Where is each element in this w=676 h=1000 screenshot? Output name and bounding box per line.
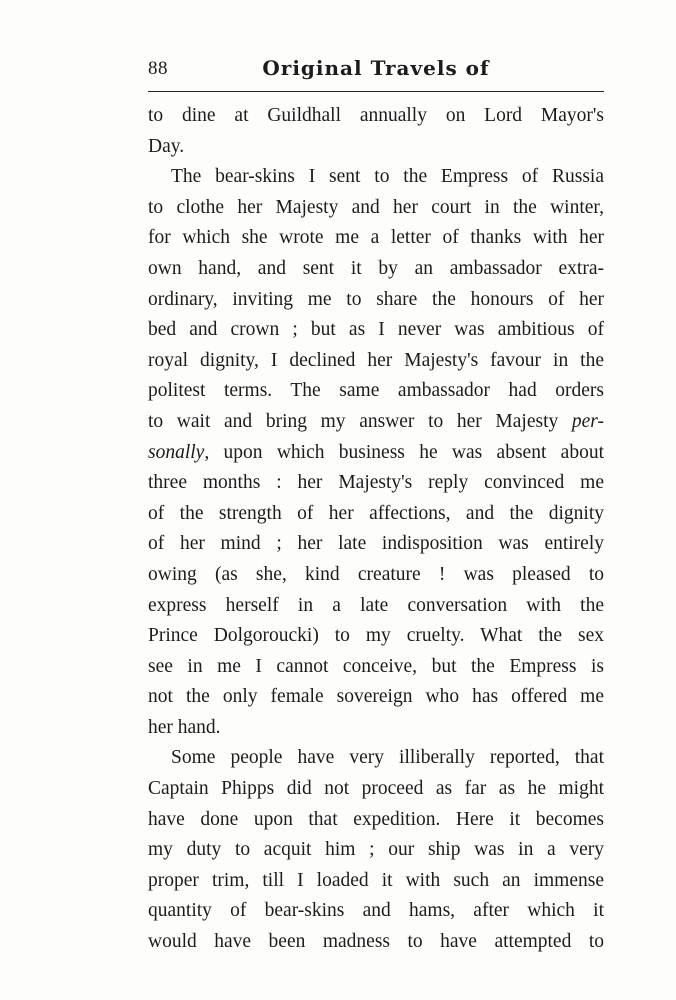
text-line: The bear-skins I sent to the Empress of Russia (171, 166, 604, 188)
paragraph (148, 162, 604, 743)
text-line: proper trim, till I loaded it with such an immense (148, 869, 604, 891)
paragraph (148, 101, 604, 162)
text-line: Prince Dolgoroucki) to my cruelty. What the sex (148, 625, 604, 647)
text-line: have done upon that expedition. Here it becomes (148, 808, 604, 830)
text-segment: , upon which business he was absent about (204, 441, 604, 463)
text-segment: to wait and bring my answer to her Majesty (148, 410, 559, 432)
text-line: quantity of bear-skins and hams, after which it (148, 900, 604, 922)
text-line: ordinary, inviting me to share the honours of her (148, 288, 604, 310)
page-number: 88 (148, 58, 168, 79)
text-line: Some people have very illiberally reported, that (171, 747, 604, 769)
text-line: politest terms. The same ambassador had orders (148, 380, 604, 402)
text-line: not the only female sovereign who has offered me (148, 686, 604, 708)
body-text (148, 101, 604, 958)
text-line: to dine at Guildhall annually on Lord Mayor's (148, 105, 604, 126)
text-line: bed and crown ; but as I never was ambitious of (148, 319, 604, 341)
text-line: Day. (148, 135, 185, 157)
text-line: own hand, and sent it by an ambassador extra- (148, 257, 604, 279)
text-line: Captain Phipps did not proceed as far as he might (148, 778, 604, 800)
text-line: owing (as she, kind creature ! was pleased to (148, 563, 604, 585)
page-header (148, 56, 604, 86)
text-line (148, 438, 604, 469)
text-line: her hand. (148, 716, 221, 738)
running-title: Original Travels of (262, 56, 490, 80)
text-line: my duty to acquit him ; our ship was in a very (148, 839, 604, 861)
italic-word: per- (571, 410, 604, 432)
header-rule (148, 91, 604, 92)
text-line (148, 407, 604, 438)
text-line: to clothe her Majesty and her court in the winter, (148, 196, 604, 218)
text-line: three months : her Majesty's reply convinced me (148, 472, 604, 494)
text-line: see in me I cannot conceive, but the Empress is (148, 655, 604, 677)
text-line: express herself in a late conversation with the (148, 594, 604, 616)
paragraph (148, 743, 604, 957)
text-line: of the strength of her affections, and the dignity (148, 502, 604, 524)
text-line: of her mind ; her late indisposition was entirely (148, 533, 604, 555)
italic-word: sonally (148, 441, 205, 463)
text-line: for which she wrote me a letter of thanks with her (148, 227, 604, 249)
text-line: would have been madness to have attempted to (148, 931, 604, 953)
text-line: royal dignity, I declined her Majesty's favour in the (148, 349, 604, 371)
